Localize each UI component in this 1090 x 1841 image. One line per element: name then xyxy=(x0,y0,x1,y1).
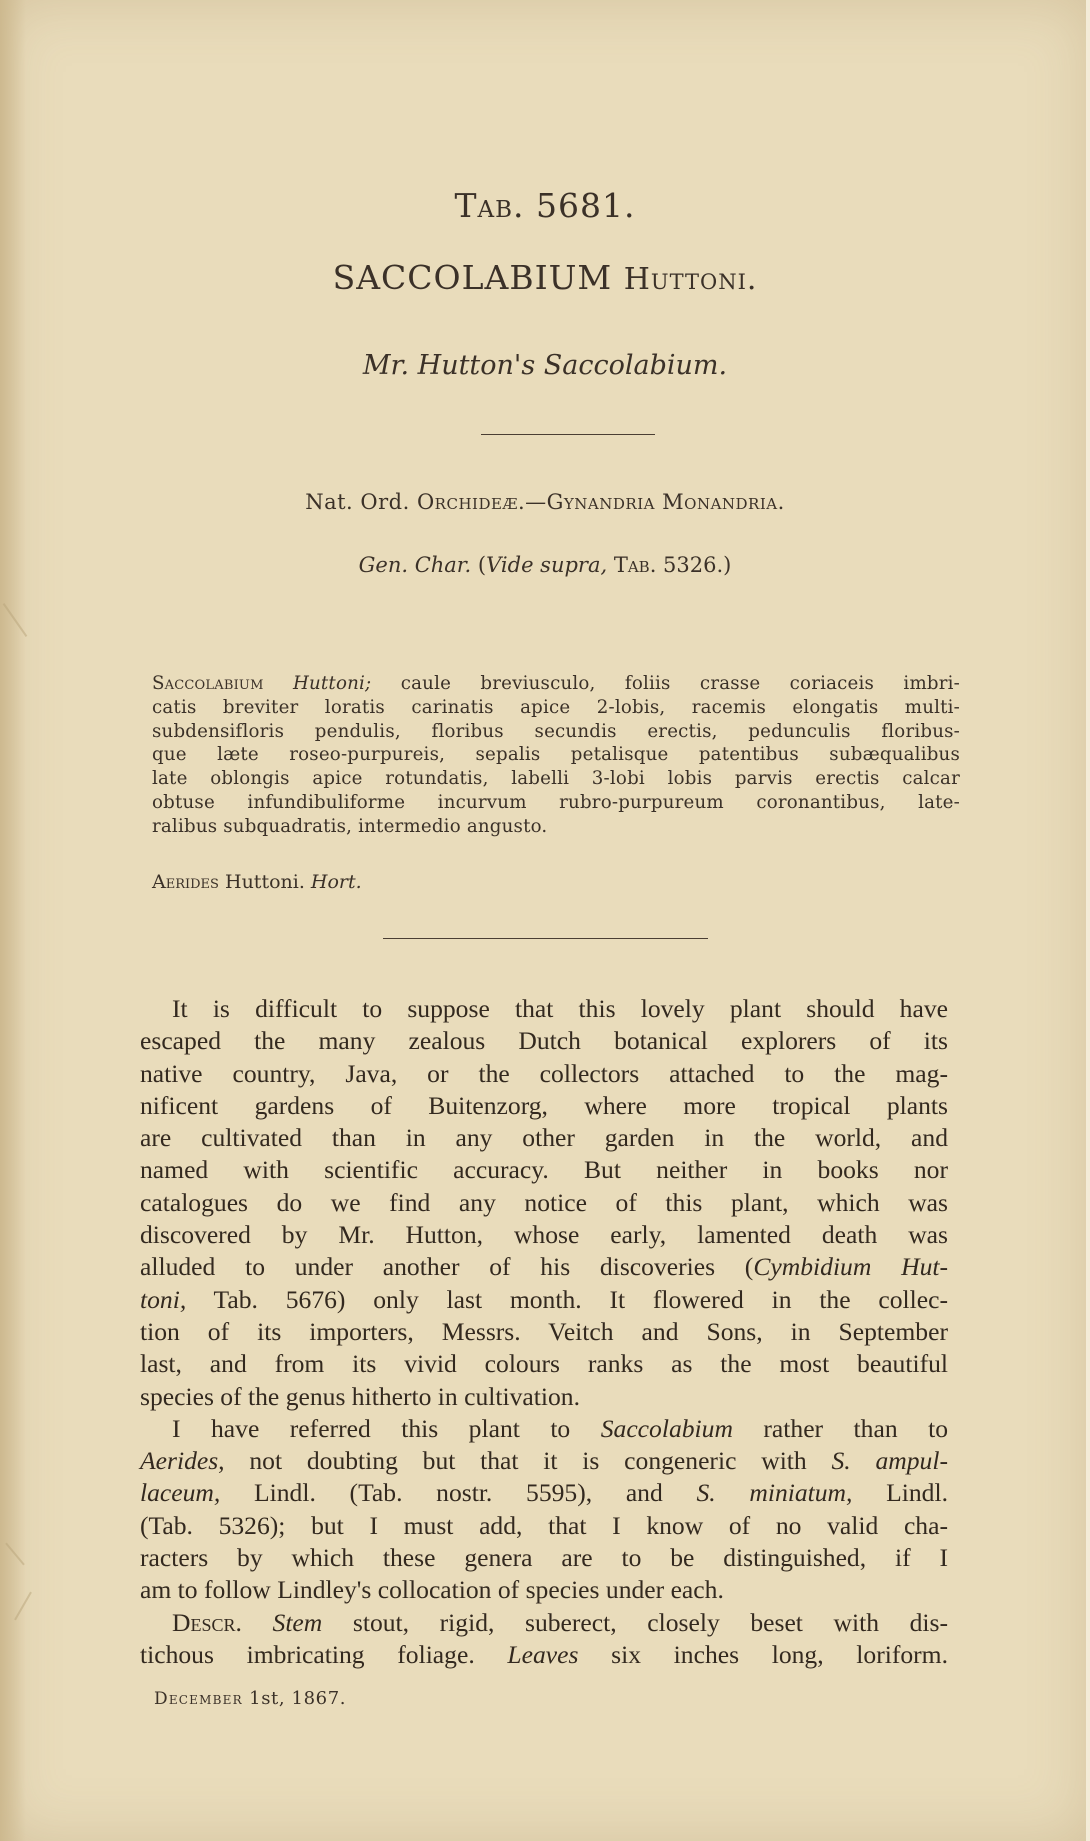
body-text-run: stout, rigid, suberect, closely beset with dis- xyxy=(322,1607,949,1637)
plate-label: Tab. xyxy=(454,186,525,225)
body-text-run: tichous imbricating foliage. xyxy=(140,1639,508,1669)
body-text-run: I have referred this plant to xyxy=(172,1413,601,1443)
gen-char-tab-ref: Tab. 5326.) xyxy=(613,553,732,577)
body-italic-run: Aerides, xyxy=(140,1446,225,1476)
body-italic-run: S. miniatum, xyxy=(696,1478,853,1508)
synonym xyxy=(152,871,362,893)
body-italic-run: Saccolabium xyxy=(600,1413,733,1443)
title-genus: SACCOLABIUM xyxy=(332,258,613,297)
gen-char-vide: Vide supra, xyxy=(486,553,608,577)
diagnosis-line: que læte roseo-purpureis, sepalis petalisque patentibus subæqualibus xyxy=(152,744,960,766)
body-italic-run: Stem xyxy=(272,1607,323,1637)
body-line xyxy=(140,1251,948,1283)
title-species: Huttoni. xyxy=(623,262,758,297)
body-descr-label: Descr. xyxy=(172,1607,242,1637)
publication-date xyxy=(154,1688,346,1709)
footer-date: 1st, 1867. xyxy=(249,1688,347,1709)
body-italic-run: toni, xyxy=(140,1284,187,1314)
body-line: species of the genus hitherto in cultivation. xyxy=(140,1381,580,1411)
diagnosis-line: late oblongis apice rotundatis, labelli 3-lobi lobis parvis erectis calcar xyxy=(152,768,960,790)
diagnosis-line: catis breviter loratis carinatis apice 2-lobis, racemis elongatis multi- xyxy=(152,696,960,718)
diagnosis-epithet: Huttoni; xyxy=(292,673,372,694)
body-text-run: Lindl. (Tab. nostr. 5595), and xyxy=(220,1478,697,1508)
body-line: nificent gardens of Buitenzorg, where more tropical plants xyxy=(140,1090,948,1120)
natural-order xyxy=(0,490,1090,514)
body-line xyxy=(140,1477,948,1509)
body-line: last, and from its vivid colours ranks as the most beautiful xyxy=(140,1349,948,1379)
synonym-species: Huttoni. xyxy=(225,871,305,893)
body-line: am to follow Lindley's collocation of species under each. xyxy=(140,1575,724,1605)
body-line xyxy=(140,1413,948,1445)
diagnosis-line: subdensifloris pendulis, floribus secundis erectis, pedunculis floribus- xyxy=(152,720,960,742)
diagnosis-genus: Saccolabium xyxy=(152,673,264,694)
body-text-run: Tab. 5676) only last month. It flowered in the collec- xyxy=(186,1284,948,1314)
body-italic-run: Leaves xyxy=(507,1639,579,1669)
plate-heading xyxy=(0,186,1090,225)
body-line: catalogues do we find any notice of this plant, which was xyxy=(140,1187,948,1217)
body-line: named with scientific accuracy. But neither in books nor xyxy=(140,1155,948,1185)
footer-month: December xyxy=(154,1689,243,1709)
body-line xyxy=(140,1607,948,1639)
diagnosis-line: ralibus subquadratis, intermedio angusto. xyxy=(152,815,548,837)
synonym-genus: Aerides xyxy=(152,871,219,893)
divider-top xyxy=(481,434,655,435)
body-text-run: not doubting but that it is congeneric with xyxy=(224,1446,832,1476)
body-line xyxy=(140,1639,948,1671)
body-text-run: six inches long, loriform. xyxy=(578,1639,948,1669)
body-text-run: Lindl. xyxy=(852,1478,948,1508)
body-line: discovered by Mr. Hutton, whose early, lamented death was xyxy=(140,1220,948,1250)
body-line: racters by which these genera are to be distinguished, if I xyxy=(140,1543,948,1573)
common-name: Mr. Hutton's Saccolabium. xyxy=(362,350,728,381)
body-text xyxy=(140,993,948,1671)
body-italic-run: S. ampul- xyxy=(831,1446,948,1476)
body-italic-run: Cymbidium Hut- xyxy=(753,1252,948,1282)
latin-diagnosis xyxy=(152,672,960,839)
body-line: are cultivated than in any other garden in the world, and xyxy=(140,1123,948,1153)
plate-number: 5681. xyxy=(536,186,636,225)
body-line: (Tab. 5326); but I must add, that I know of no valid cha- xyxy=(140,1510,948,1540)
diagnosis-text: caule breviusculo, foliis crasse coriaceis imbri- xyxy=(400,673,960,694)
gen-char-label: Gen. Char. xyxy=(358,553,472,577)
body-line: tion of its importers, Messrs. Veitch and Sons, in September xyxy=(140,1316,948,1346)
divider-middle xyxy=(383,938,708,939)
body-line xyxy=(140,1445,948,1477)
diagnosis-line xyxy=(152,672,960,696)
body-line: escaped the many zealous Dutch botanical explorers of its xyxy=(140,1026,948,1056)
body-line: It is difficult to suppose that this lovely plant should have xyxy=(172,994,948,1023)
diagnosis-line: obtuse infundibuliforme incurvum rubro-purpureum coronantibus, late- xyxy=(152,791,960,813)
nat-ord-label: Nat. Ord. xyxy=(305,490,410,514)
body-line: native country, Java, or the collectors attached to the mag- xyxy=(140,1058,948,1088)
species-title xyxy=(0,258,1090,297)
body-text-run: rather than to xyxy=(732,1413,949,1443)
gen-char-open-paren: ( xyxy=(477,553,487,577)
body-italic-run: laceum, xyxy=(140,1478,221,1508)
nat-ord-value: Orchideæ.—Gynandria Monandria. xyxy=(416,490,785,514)
generic-character xyxy=(0,553,1090,577)
body-text-run: alluded to under another of his discoveries ( xyxy=(140,1252,754,1282)
synonym-authority: Hort. xyxy=(310,871,362,893)
body-line xyxy=(140,1284,948,1316)
